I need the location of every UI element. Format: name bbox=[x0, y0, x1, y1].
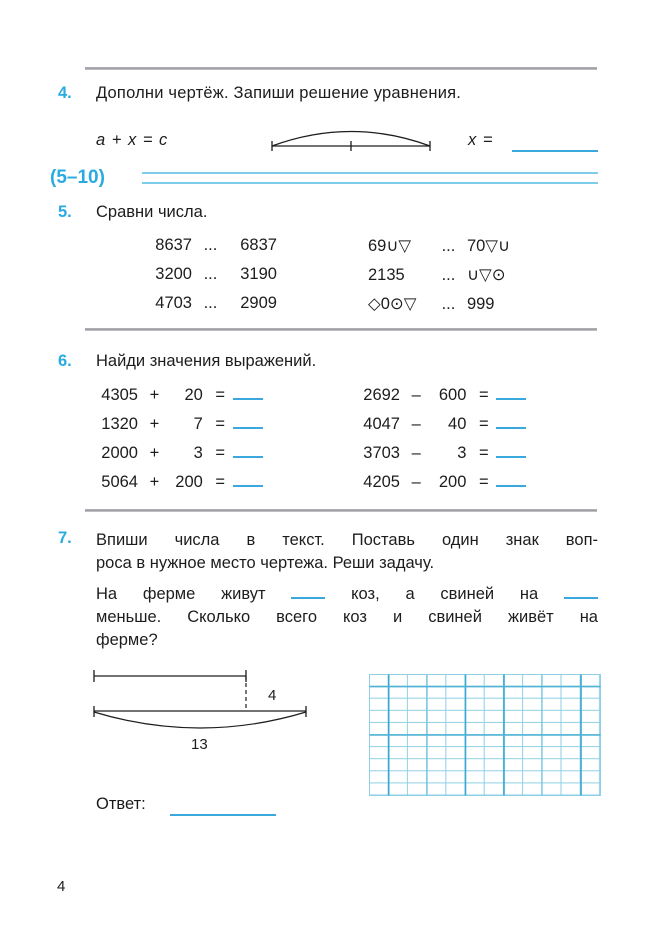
operand-left: 2000 bbox=[101, 444, 138, 462]
operand-left: 4205 bbox=[363, 473, 400, 491]
compare-left-value: ◇0⊙▽ bbox=[368, 295, 417, 313]
task-7-prompt-line-1: Впиши числа в текст. Поставь один знак воп- bbox=[96, 531, 598, 549]
operand-right: 40 bbox=[448, 415, 467, 433]
expression-row[interactable] bbox=[96, 472, 263, 492]
expression-row[interactable] bbox=[358, 414, 526, 434]
task-6-prompt: Найди значения выражений. bbox=[96, 352, 317, 370]
compare-right-value: 2909 bbox=[240, 294, 277, 312]
equals-sign: = bbox=[215, 473, 226, 491]
answer-blank[interactable] bbox=[233, 443, 263, 458]
answer-blank[interactable] bbox=[233, 472, 263, 487]
task-6-number: 6. bbox=[58, 352, 72, 370]
operator: + bbox=[149, 473, 160, 491]
task-7-story-line-3: ферме? bbox=[96, 631, 158, 649]
compare-right-value: 70▽∪ bbox=[466, 237, 511, 255]
compare-right-value: ∪▽⊙ bbox=[466, 266, 506, 284]
compare-row[interactable] bbox=[144, 236, 277, 255]
section-range-label: (5–10) bbox=[50, 167, 105, 188]
task-4-equation: a + x = c bbox=[96, 131, 169, 149]
compare-left-value: 3200 bbox=[155, 265, 192, 283]
equals-sign: = bbox=[478, 386, 489, 404]
compare-row[interactable] bbox=[144, 265, 277, 284]
compare-relation-blank[interactable]: ... bbox=[441, 295, 456, 313]
expression-row[interactable] bbox=[96, 414, 263, 434]
operator: – bbox=[411, 415, 421, 433]
story-blank-difference[interactable] bbox=[564, 583, 598, 599]
answer-blank[interactable] bbox=[496, 414, 526, 429]
operator: + bbox=[149, 386, 160, 404]
task-4-answer-blank[interactable] bbox=[512, 150, 598, 152]
operand-left: 4047 bbox=[363, 415, 400, 433]
task-7-diagram-top-label: 4 bbox=[268, 687, 277, 704]
answer-blank[interactable] bbox=[496, 472, 526, 487]
task-4-prompt: Дополни чертёж. Запиши решение уравнения. bbox=[96, 84, 462, 102]
compare-left-value: 69∪▽ bbox=[368, 237, 412, 255]
equals-sign: = bbox=[478, 473, 489, 491]
task-4-answer-label: x = bbox=[468, 131, 494, 149]
equals-sign: = bbox=[478, 444, 489, 462]
task-7-diagram-bottom-label: 13 bbox=[191, 736, 208, 753]
compare-row[interactable] bbox=[368, 236, 529, 256]
story-segment-2: коз, а свиней на bbox=[351, 585, 539, 603]
equals-sign: = bbox=[478, 415, 489, 433]
task-7-answer-blank[interactable] bbox=[170, 814, 276, 816]
operand-left: 2692 bbox=[363, 386, 400, 404]
compare-relation-blank[interactable]: ... bbox=[203, 265, 218, 283]
compare-left-value: 4703 bbox=[155, 294, 192, 312]
answer-blank[interactable] bbox=[233, 414, 263, 429]
section-divider-task-6 bbox=[85, 328, 597, 331]
operand-right: 200 bbox=[438, 473, 467, 491]
operand-right: 200 bbox=[175, 473, 203, 491]
story-blank-goats[interactable] bbox=[291, 583, 325, 599]
task-4-number: 4. bbox=[58, 84, 72, 102]
page-number: 4 bbox=[57, 878, 66, 895]
compare-right-value: 999 bbox=[466, 295, 495, 313]
compare-relation-blank[interactable]: ... bbox=[441, 266, 456, 284]
operator: – bbox=[411, 444, 421, 462]
band-rule-top bbox=[142, 172, 598, 174]
story-segment-1: На ферме живут bbox=[96, 585, 266, 603]
answer-blank[interactable] bbox=[233, 385, 263, 400]
operator: – bbox=[411, 473, 421, 491]
expression-row[interactable] bbox=[96, 443, 263, 463]
task-7-answer-label: Ответ: bbox=[96, 795, 146, 813]
task-5-number: 5. bbox=[58, 203, 72, 221]
work-grid[interactable] bbox=[369, 674, 601, 796]
task-5-prompt: Сравни числа. bbox=[96, 203, 208, 221]
task-7-story-line-1 bbox=[96, 583, 598, 606]
operand-left: 3703 bbox=[363, 444, 400, 462]
expression-row[interactable] bbox=[358, 443, 526, 463]
operator: – bbox=[411, 386, 421, 404]
compare-row[interactable] bbox=[144, 294, 277, 313]
expression-row[interactable] bbox=[358, 472, 526, 492]
operand-right: 3 bbox=[457, 444, 467, 462]
equals-sign: = bbox=[215, 386, 226, 404]
operand-left: 4305 bbox=[101, 386, 138, 404]
task-7-number: 7. bbox=[58, 529, 72, 547]
operand-right: 20 bbox=[184, 386, 203, 404]
compare-relation-blank[interactable]: ... bbox=[441, 237, 456, 255]
operand-right: 600 bbox=[438, 386, 467, 404]
section-divider-task-7 bbox=[85, 509, 597, 512]
answer-blank[interactable] bbox=[496, 385, 526, 400]
task-7-story-line-2: меньше. Сколько всего коз и свиней живёт на bbox=[96, 608, 598, 626]
operand-left: 1320 bbox=[101, 415, 138, 433]
equals-sign: = bbox=[215, 444, 226, 462]
expression-row[interactable] bbox=[358, 385, 526, 405]
answer-blank[interactable] bbox=[496, 443, 526, 458]
compare-relation-blank[interactable]: ... bbox=[203, 294, 218, 312]
compare-right-value: 6837 bbox=[240, 236, 277, 254]
compare-right-value: 3190 bbox=[240, 265, 277, 283]
task-4-arc-diagram bbox=[266, 113, 436, 158]
operand-right: 7 bbox=[193, 415, 203, 433]
section-divider-top bbox=[85, 67, 597, 70]
operand-right: 3 bbox=[193, 444, 203, 462]
expression-row[interactable] bbox=[96, 385, 263, 405]
equals-sign: = bbox=[215, 415, 226, 433]
compare-left-value: 8637 bbox=[155, 236, 192, 254]
task-7-prompt-line-2: роса в нужное место чертежа. Реши задачу. bbox=[96, 554, 435, 572]
compare-row[interactable] bbox=[368, 294, 529, 314]
compare-left-value: 2135 bbox=[368, 266, 405, 284]
band-rule-bottom bbox=[142, 182, 598, 184]
operand-left: 5064 bbox=[101, 473, 138, 491]
compare-relation-blank[interactable]: ... bbox=[203, 236, 218, 254]
operator: + bbox=[149, 415, 160, 433]
operator: + bbox=[149, 444, 160, 462]
compare-row[interactable] bbox=[368, 265, 529, 285]
